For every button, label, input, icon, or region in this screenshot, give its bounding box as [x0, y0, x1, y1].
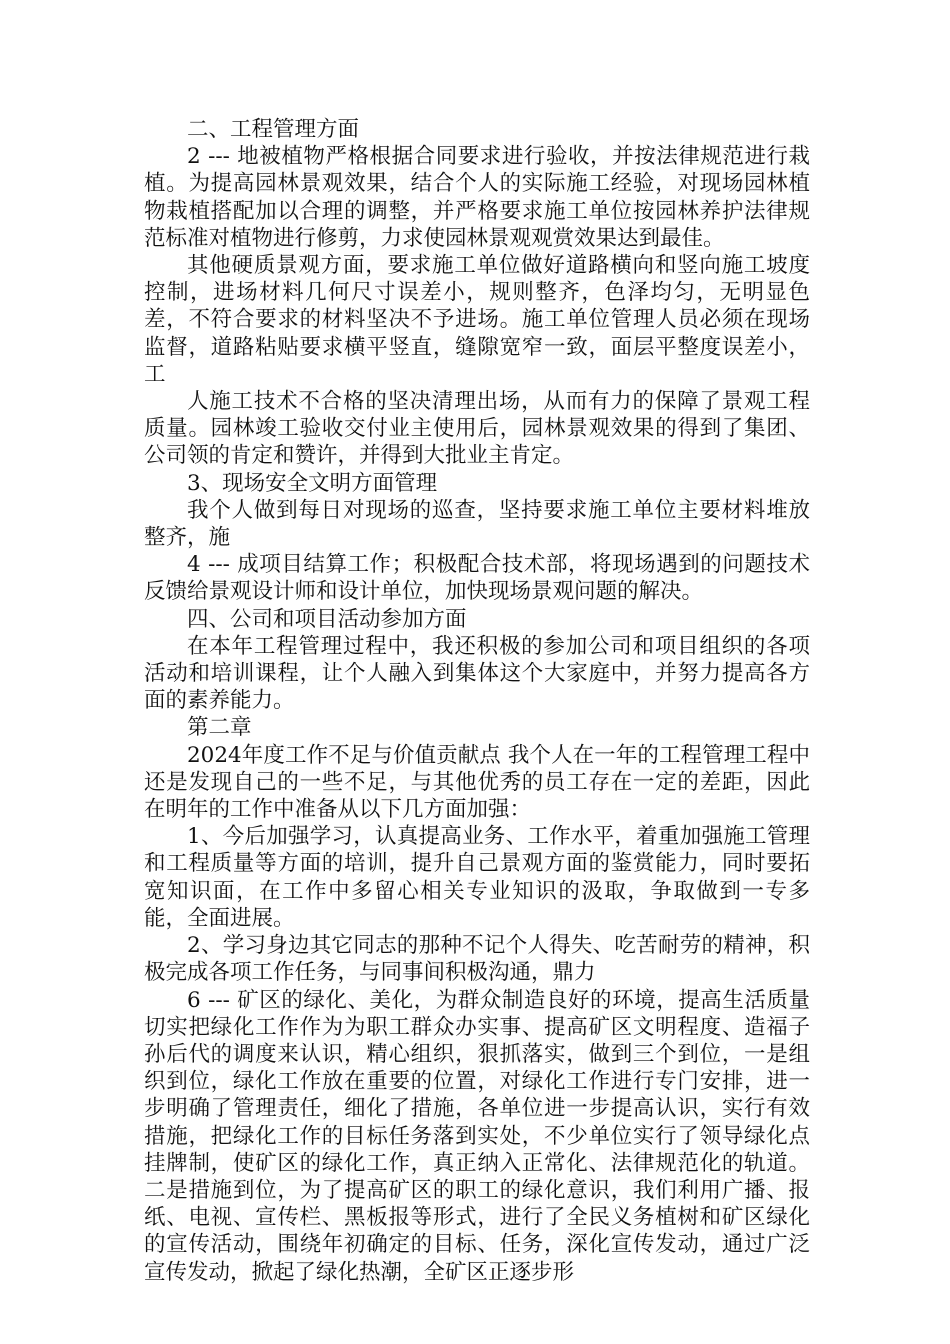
paragraph-hardscape: 其他硬质景观方面，要求施工单位做好道路横向和竖向施工坡度控制，进场材料几何尺寸误差小，规则整齐，色泽均匀，无明显色差，不符合要求的材料坚决不予进场。施工单位管理人员必须在现场监督，道路粘贴要求横平竖直，缝隙宽窄一致，面层平整度误差小，工: [144, 253, 810, 387]
paragraph-greening: 6 --- 矿区的绿化、美化，为群众制造良好的环境，提高生活质量切实把绿化工作作为为职工群众办实事、提高矿区文明程度、造福子孙后代的调度来认识，精心组织，狠抓落实，做到三个到位，一是组织到位，绿化工作放在重要的位置，对绿化工作进行专门安排，进一步明确了管理责任，细化了措施，各单位进一步提高认识，实行有效措施，把绿化工作的目标任务落到实处，不少单位实行了领导绿化点挂牌制，使矿区的绿化工作，真正纳入正常化、法律规范化的轨道。二是措施到位，为了提高矿区的职工的绿化意识，我们利用广播、报纸、电视、宣传栏、黑板报等形式，进行了全民义务植树和矿区绿化的宣传活动，围绕年初确定的目标、任务，深化宣传发动，通过广泛宣传发动，掀起了绿化热潮，全矿区正逐步形: [144, 987, 810, 1285]
list-item-learn-colleagues: 2、学习身边其它同志的那种不记个人得失、吃苦耐劳的精神，积极完成各项工作任务，与同事间积极沟通，鼎力: [144, 933, 810, 986]
document-body: [144, 116, 810, 1286]
paragraph-site-inspection: 我个人做到每日对现场的巡查，坚持要求施工单位主要材料堆放整齐，施: [144, 497, 810, 551]
paragraph-plant-acceptance: 2 --- 地被植物严格根据合同要求进行验收，并按法律规范进行栽植。为提高园林景观效果，结合个人的实际施工经验，对现场园林植物栽植搭配加以合理的调整，并严格要求施工单位按园林养护法律规范标准对植物进行修剪，力求使园林景观观赏效果达到最佳。: [144, 144, 810, 251]
list-item-study: 1、今后加强学习，认真提高业务、工作水平，着重加强施工管理和工程质量等方面的培训，提升自己景观方面的鉴赏能力，同时要拓宽知识面，在工作中多留心相关专业知识的汲取，争取做到一专多能，全面进展。: [144, 824, 810, 931]
section-heading-activities: 四、公司和项目活动参加方面: [187, 606, 467, 632]
paragraph-shortcomings: 2024年度工作不足与价值贡献点 我个人在一年的工程管理工程中还是发现自己的一些不足，与其他优秀的员工存在一定的差距，因此在明年的工作中准备从以下几方面加强：: [144, 742, 810, 823]
chapter-heading: 第二章: [187, 715, 252, 741]
section-heading-site-safety: 3、现场安全文明方面管理: [187, 470, 438, 496]
paragraph-settlement: 4 --- 成项目结算工作；积极配合技术部，将现场遇到的问题技术反馈给景观设计师和设计单位，加快现场景观问题的解决。: [144, 552, 810, 605]
paragraph-activities: 在本年工程管理过程中，我还积极的参加公司和项目组织的各项活动和培训课程，让个人融入到集体这个大家庭中，并努力提高各方面的素养能力。: [144, 633, 810, 714]
paragraph-construction-quality: 人施工技术不合格的坚决清理出场，从而有力的保障了景观工程质量。园林竣工验收交付业主使用后，园林景观效果的得到了集团、公司领的肯定和赞许，并得到大批业主肯定。: [144, 389, 810, 469]
section-heading-engineering-management: 二、工程管理方面: [187, 117, 360, 142]
